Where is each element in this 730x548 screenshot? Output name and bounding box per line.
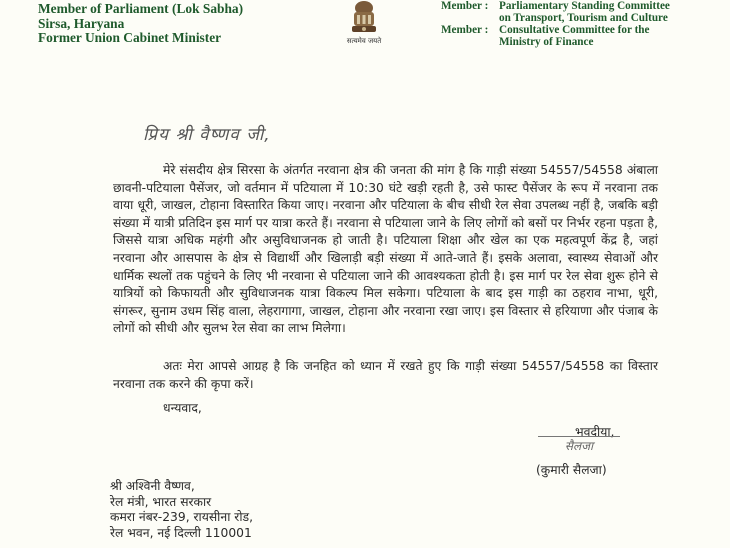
letter-body-conclusion [113,358,658,393]
lion-capital-icon [347,0,381,36]
paragraph-appeal: अतः मेरा आपसे आग्रह है कि जनहित को ध्यान में रखते हुए कि गाड़ी संख्या 54557/54558 का विस्तार नरवाना तक करने की कृपा करें। [113,359,658,391]
handwritten-salutation: प्रिय श्री वैष्णव जी, [143,125,271,145]
committee-membership [441,0,670,24]
letterhead-constituency: Sirsa, Haryana [38,15,125,31]
closing-line: भवदीया, [575,425,615,439]
committee-line: on Transport, Tourism and Culture [499,12,668,24]
letterhead-title: Member of Parliament (Lok Sabha) [38,1,244,16]
national-emblem [334,0,394,50]
member-label: Member : [441,24,489,36]
emblem-motto: सत्यमेव जयते [346,37,382,45]
committee-membership [441,24,670,48]
signer-name: (कुमारी सैलजा) [536,463,607,477]
committee-line: Parliamentary Standing Committee [499,0,670,12]
thanks-line: धन्यवाद, [163,401,202,415]
letterhead-right [441,0,670,48]
member-label: Member : [441,0,489,12]
recipient-address [110,479,253,541]
recipient-city: रेल भवन, नई दिल्ली 110001 [110,525,252,540]
letterhead-former-role: Former Union Cabinet Minister [38,30,222,45]
recipient-name: श्री अश्विनी वैष्णव, [110,479,195,493]
committee-line: Ministry of Finance [499,36,594,48]
letter-body [113,162,658,338]
committee-line: Consultative Committee for the [499,24,650,36]
paragraph-request: मेरे संसदीय क्षेत्र सिरसा के अंतर्गत नरवाना क्षेत्र की जनता की मांग है कि गाड़ी संख्या 54557/54558 अंबाला छावनी-पटियाला पैसेंजर, जो वर्तमान में पटियाला में 10:30 घंटे खड़ी रहती है, उसे फास्ट पैसेंजर के रूप में नरवाना तक वाया धूरी, जाखल, टोहाना विस्तारित किया जाए। नरवाना और पटियाला के बीच सीधी रेल सेवा उपलब्ध नहीं है, जबकि बड़ी संख्या में यात्री प्रतिदिन इस मार्ग पर यात्रा करते हैं। नरवाना से पटियाला जाने के लिए लोगों को बसों पर निर्भर रहना पड़ता है, जिससे यात्रा अधिक महंगी और असुविधाजनक हो जाती है। पटियाला शिक्षा और खेल का एक महत्वपूर्ण केंद्र है, जहां नरवाना और आसपास के क्षेत्र से विद्यार्थी और खिलाड़ी बड़ी संख्या में आते-जाते हैं। इसके अलावा, स्वास्थ्य सेवाओं और धार्मिक स्थलों तक पहुंचने के लिए भी नरवाना से पटियाला जाने की आवश्यकता होती है। इस मार्ग पर रेल सेवा शुरू होने से यात्रियों को किफायती और सुविधाजनक यात्रा विकल्प मिल सकेगा। पटियाला के बाद इस गाड़ी का ठहराव नाभा, धूरी, संगरूर, सुनाम उधम सिंह वाला, लेहरागागा, जाखल, टोहाना और नरवाना रखा जाए। इस विस्तार से हरियाणा और पंजाब के लोगों को सीधी और सुलभ रेल सेवा का लाभ मिलेगा। [113,163,658,336]
recipient-title: रेल मंत्री, भारत सरकार [110,494,212,509]
handwritten-signature: सैलजा [538,436,620,454]
recipient-room: कमरा नंबर-239, रायसीना रोड, [110,510,253,524]
letterhead-left [38,2,243,46]
